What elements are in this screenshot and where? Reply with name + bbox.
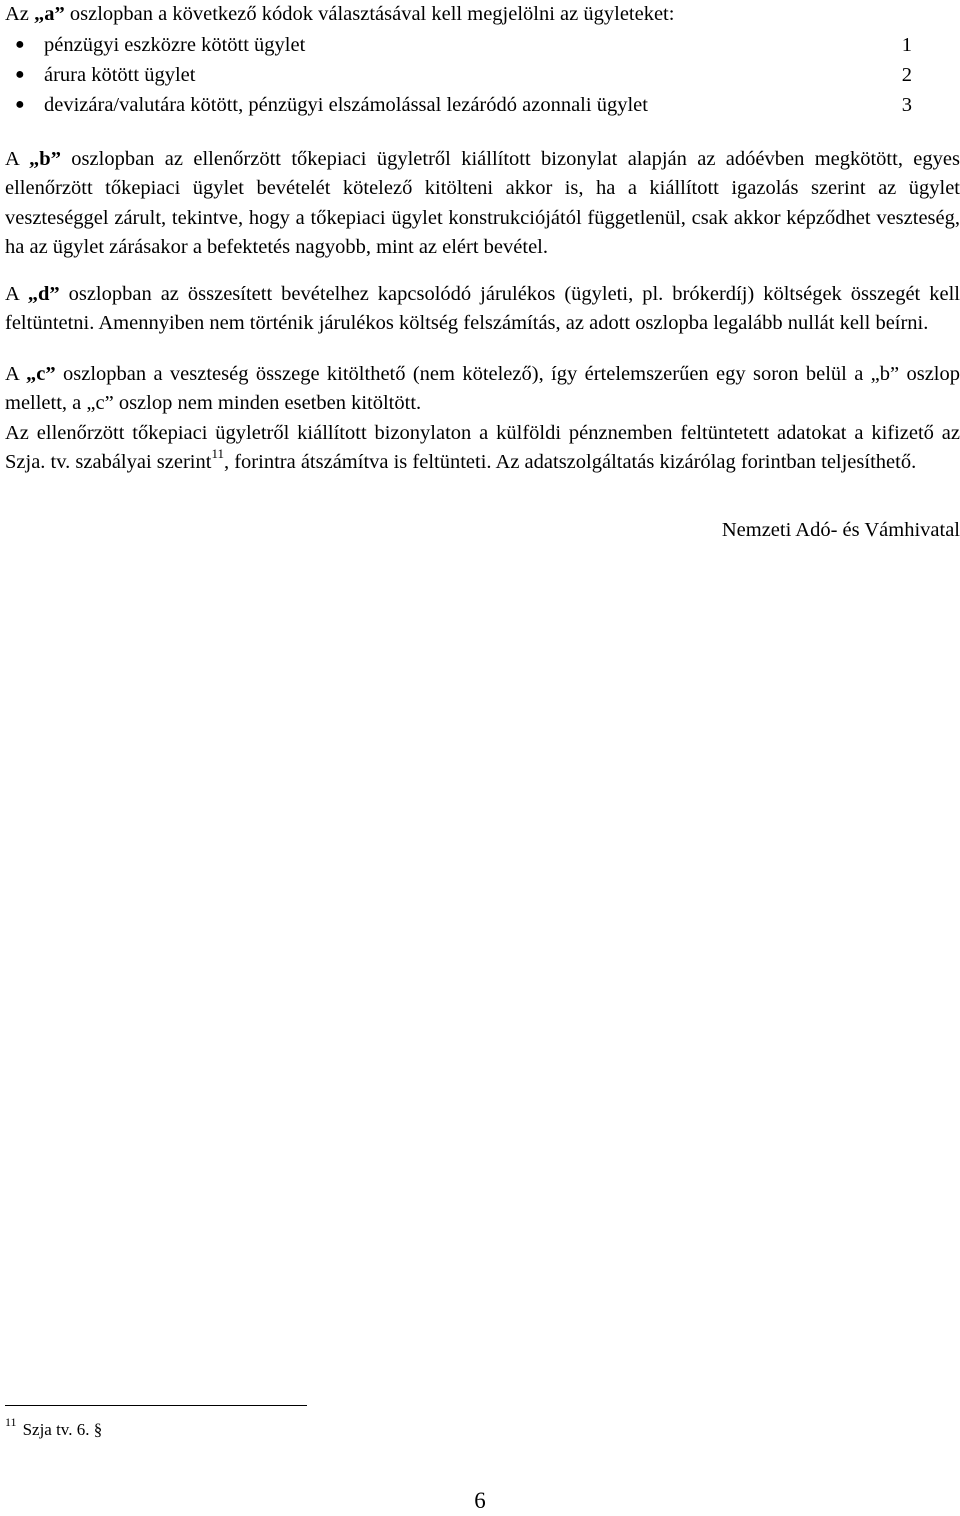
- column-c-label: „c”: [26, 362, 56, 385]
- document-body: [5, 0, 960, 545]
- paragraph-foreign-text: , forintra átszámítva is feltünteti. Az adatszolgáltatás kizárólag forintban teljesíthető.: [223, 451, 917, 473]
- code-label: pénzügyi eszközre kötött ügylet: [44, 33, 306, 56]
- footnote-reference[interactable]: 11: [211, 446, 224, 462]
- code-value: 1: [901, 33, 912, 56]
- code-label: árura kötött ügylet: [44, 63, 196, 86]
- spacer: [5, 339, 960, 360]
- intro-paragraph: [5, 0, 960, 30]
- footnote: [5, 1415, 103, 1443]
- code-list: [5, 30, 960, 120]
- paragraph-foreign-start: Az ellenőrzött tőkepiaci ügyletről kiállított bizonylaton a külföldi pénznemben feltüntetett adatokat a kifizető az Szja. tv. szabályai szerint: [5, 421, 960, 473]
- paragraph-c-start: A: [5, 362, 27, 385]
- footnote-separator: [5, 1405, 307, 1406]
- paragraph-column-c: [5, 360, 960, 419]
- bullet-icon: ●: [15, 95, 25, 113]
- paragraph-d-text: oszlopban az összesített bevételhez kapcsolódó járulékos (ügyleti, pl. brókerdíj) költségek összegét kell feltüntetni. Amennyiben nem történik járulékos költség felszámítás, az adott oszlopba legalább nullát kell beírni.: [5, 282, 960, 334]
- bullet-icon: ●: [15, 35, 25, 53]
- column-d-label: „d”: [27, 282, 60, 305]
- footnote-number: 11: [5, 1415, 17, 1429]
- paragraph-foreign-currency: [5, 419, 960, 478]
- spacer: [5, 263, 960, 280]
- footnote-text: Szja tv. 6. §: [22, 1420, 103, 1439]
- code-label: devizára/valutára kötött, pénzügyi elszámolással lezáródó azonnali ügylet: [44, 93, 648, 116]
- signature: Nemzeti Adó- és Vámhivatal: [721, 518, 960, 541]
- paragraph-c-text: oszlopban a veszteség összege kitölthető (nem kötelező), így értelemszerűen egy soron belül a „b” oszlop mellett, a „c” oszlop nem minden esetben kitöltött.: [5, 362, 960, 414]
- code-list-item: [5, 60, 960, 90]
- column-b-label: „b”: [29, 147, 61, 170]
- intro-text-end: oszlopban a következő kódok választásával kell megjelölni az ügyleteket:: [64, 3, 675, 25]
- page-number: 6: [474, 1488, 486, 1513]
- code-value: 3: [901, 93, 912, 116]
- code-list-item: [5, 30, 960, 60]
- paragraph-b-start: A: [5, 147, 30, 170]
- code-value: 2: [901, 63, 912, 86]
- spacer: [5, 120, 960, 145]
- paragraph-column-b: [5, 145, 960, 263]
- code-list-item: [5, 90, 960, 120]
- intro-text-start: Az: [5, 3, 35, 25]
- paragraph-column-d: [5, 280, 960, 339]
- paragraph-d-start: A: [5, 282, 28, 305]
- column-a-label: „a”: [34, 3, 65, 25]
- bullet-icon: ●: [15, 65, 25, 83]
- paragraph-b-text: oszlopban az ellenőrzött tőkepiaci ügyletről kiállított bizonylat alapján az adóévben megkötött, egyes ellenőrzött tőkepiaci ügylet bevételét kötelező kitölteni akkor is, ha a kiállított igazolás szerint az ügylet veszteséggel zárult, tekintve, hogy a tőkepiaci ügylet konstrukciójától függetlenül, csak akkor képződhet veszteség, ha az ügylet zárásakor a befektetés nagyobb, mint az elért bevétel.: [5, 147, 960, 258]
